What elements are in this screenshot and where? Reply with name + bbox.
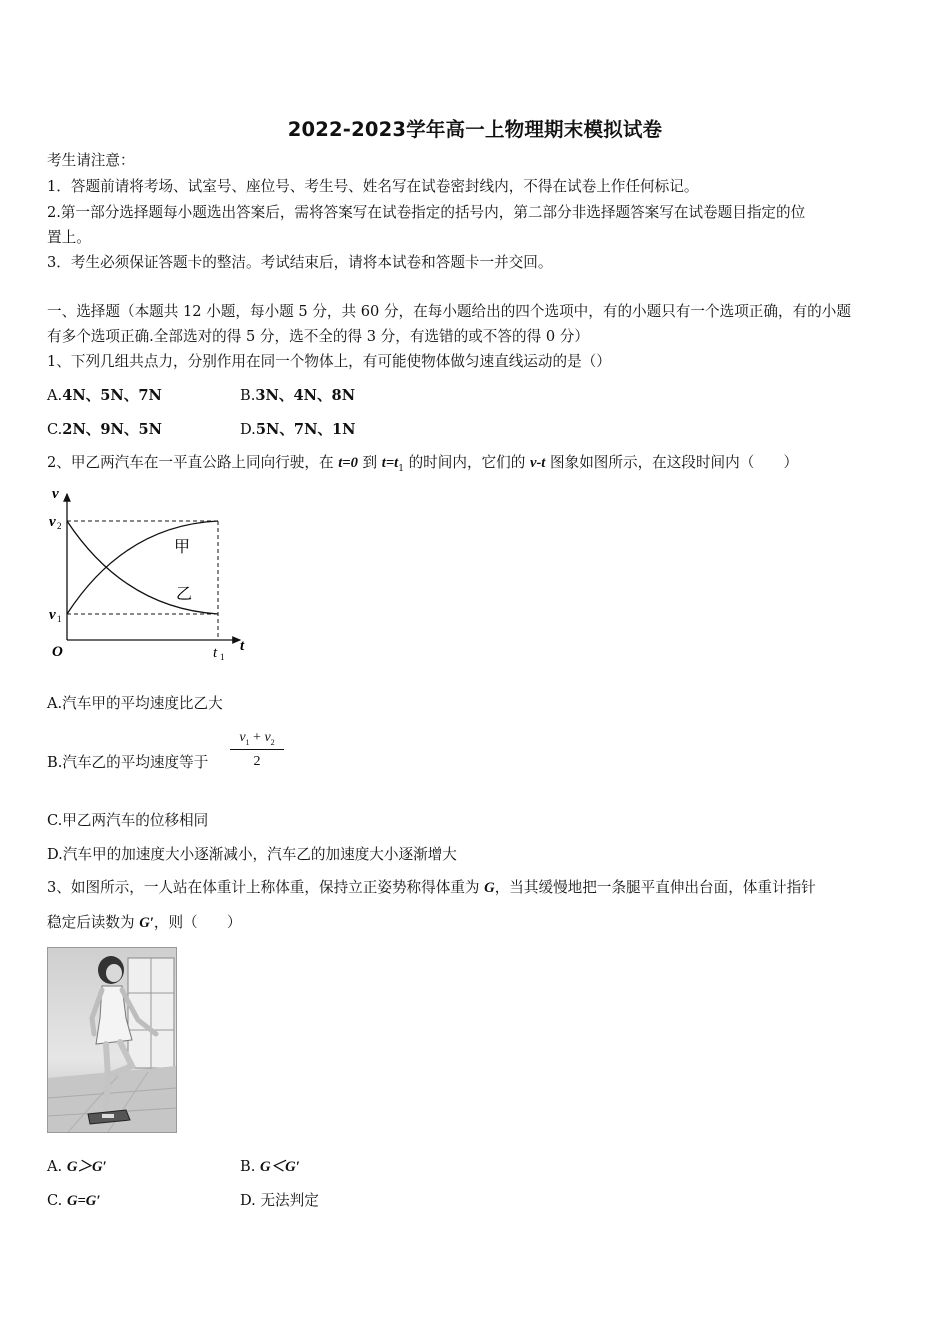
q2-option-b: B.汽车乙的平均速度等于 <box>47 754 209 771</box>
q2-option-c: C.甲乙两汽车的位移相同 <box>47 812 209 829</box>
v2-label: v <box>49 514 56 530</box>
q3-stem-line-1 <box>47 878 816 898</box>
q1-stem: 1、下列几组共点力，分别作用在同一个物体上，有可能使物体做匀速直线运动的是（） <box>47 353 611 370</box>
t-axis-label: t <box>240 638 245 654</box>
q3-G-prime: G′ <box>139 915 154 931</box>
q1-option-c <box>47 420 162 440</box>
notice-item-2: 2.第一部分选择题每小题选出答案后，需将答案写在试卷指定的括号内，第二部分非选择题答案写在试卷题目指定的位 <box>47 204 806 221</box>
origin-label: O <box>52 644 63 660</box>
fraction-v1-sub: 1 <box>245 737 250 747</box>
q1-option-d-text: 5N、7N、1N <box>255 421 356 438</box>
page-title: 2022-2023学年高一上物理期末模拟试卷 <box>287 118 663 141</box>
q2-stem-part-4: 图象如图所示，在这段时间内（ ） <box>545 454 799 471</box>
q3-option-b-text: G＜G′ <box>260 1159 300 1175</box>
section-1-line-2: 有多个选项正确.全部选对的得 5 分，选不全的得 3 分，有选错的或不答的得 0 分） <box>47 328 589 345</box>
q1-option-b-text: 3N、4N、8N <box>255 387 356 404</box>
t1-label: t <box>213 645 218 661</box>
q1-option-b-label: B. <box>240 387 256 404</box>
q3-option-b-label: B. <box>240 1158 261 1175</box>
q3-stem-part-1: 3、如图所示，一人站在体重计上称体重，保持立正姿势称得体重为 <box>47 879 485 896</box>
q3-option-a <box>47 1157 107 1177</box>
t1-sub: 1 <box>220 652 225 662</box>
q2-t1-sub: 1 <box>398 463 404 474</box>
v1-label: v <box>49 607 56 623</box>
fraction-v1: v <box>239 730 246 745</box>
fraction-v2-sub: 2 <box>270 737 275 747</box>
q3-option-d: D. 无法判定 <box>240 1192 319 1209</box>
q1-option-d <box>240 420 356 440</box>
q1-option-c-text: 2N、9N、5N <box>62 421 162 438</box>
q2-stem-part-2: 到 <box>357 454 382 471</box>
q3-option-a-text: G＞G′ <box>66 1159 107 1175</box>
fraction-v2: v <box>264 730 271 745</box>
v1-sub: 1 <box>57 614 62 624</box>
q1-option-a-label: A. <box>47 387 63 404</box>
q2-option-b-fraction <box>230 730 284 770</box>
q1-option-a <box>47 386 162 406</box>
q2-vt: v-t <box>529 455 546 471</box>
section-1-line-1: 一、选择题（本题共 12 小题，每小题 5 分，共 60 分，在每小题给出的四个选项中，有的小题只有一个选项正确，有的小题 <box>47 303 851 320</box>
q3-option-b <box>240 1157 300 1177</box>
q2-stem <box>47 453 798 479</box>
v-axis-label: v <box>52 486 59 502</box>
q3-stem-part-3: 稳定后读数为 <box>47 914 140 931</box>
curve-yi <box>67 521 218 614</box>
label-yi: 乙 <box>176 584 193 603</box>
q1-option-b <box>240 386 355 406</box>
q2-t1: t=t <box>381 455 399 471</box>
q3-G: G <box>484 880 495 896</box>
fraction-denominator: 2 <box>253 753 261 769</box>
q1-option-c-label: C. <box>47 421 63 438</box>
q3-stem-part-2: ，当其缓慢地把一条腿平直伸出台面，体重计指针 <box>494 879 816 896</box>
fraction-plus: + <box>249 730 265 745</box>
q2-t0: t=0 <box>338 455 358 471</box>
q3-option-a-label: A. <box>47 1158 67 1175</box>
curve-jia <box>67 521 218 614</box>
notice-item-1: 1．答题前请将考场、试室号、座位号、考生号、姓名写在试卷密封线内，不得在试卷上作任何标记。 <box>47 178 699 195</box>
person-on-scale-image <box>48 948 176 1132</box>
q2-option-a: A.汽车甲的平均速度比乙大 <box>47 695 223 712</box>
q3-option-c-text: G=G′ <box>66 1193 101 1209</box>
notice-heading: 考生请注意： <box>47 152 135 169</box>
q3-option-c <box>47 1191 100 1211</box>
q3-stem-line-2 <box>47 913 241 933</box>
notice-item-2-cont: 置上。 <box>47 229 91 246</box>
label-jia: 甲 <box>174 537 191 556</box>
q3-stem-part-4: ，则（ ） <box>153 914 242 931</box>
q1-option-d-label: D. <box>240 421 256 438</box>
q3-option-c-label: C. <box>47 1192 67 1209</box>
fraction-numerator <box>230 730 284 750</box>
v2-sub: 2 <box>57 521 62 531</box>
vt-graph <box>44 482 254 662</box>
q2-stem-part-1: 2、甲乙两汽车在一平直公路上同向行驶，在 <box>47 454 339 471</box>
q2-option-d: D.汽车甲的加速度大小逐渐减小，汽车乙的加速度大小逐渐增大 <box>47 846 457 863</box>
notice-item-3: 3．考生必须保证答题卡的整洁。考试结束后，请将本试卷和答题卡一并交回。 <box>47 254 553 271</box>
person-on-scale-photo <box>47 947 177 1133</box>
q1-option-a-text: 4N、5N、7N <box>62 387 162 404</box>
q2-stem-part-3: 的时间内，它们的 <box>403 454 530 471</box>
